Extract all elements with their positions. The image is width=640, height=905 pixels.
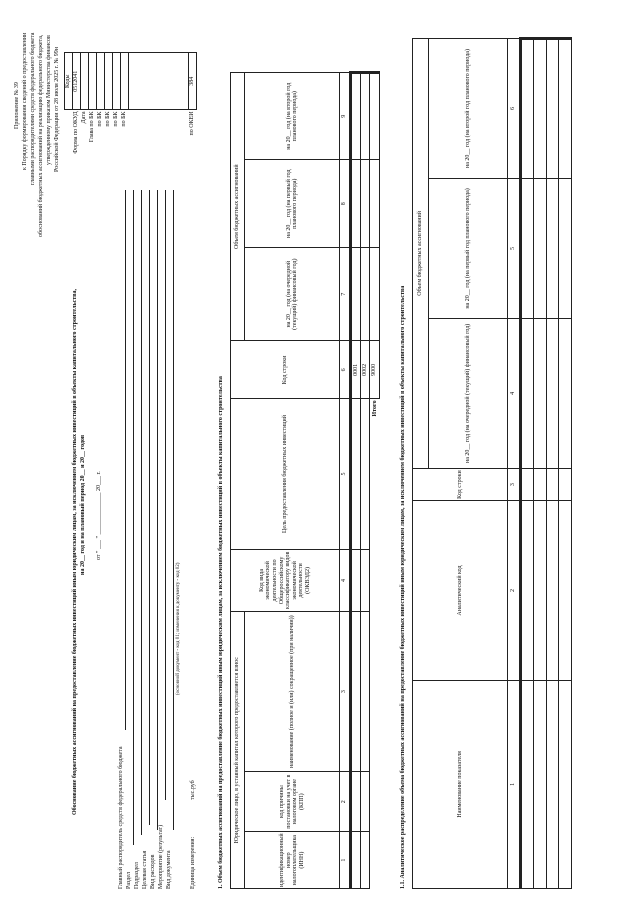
fill-line bbox=[165, 190, 166, 800]
col-num: 5 bbox=[507, 178, 521, 318]
code-value bbox=[121, 53, 129, 110]
table-row bbox=[521, 39, 534, 889]
col-year-current: на 20__ год (на очередной (текущий) финансовый год) bbox=[428, 318, 507, 468]
col-num: 6 bbox=[507, 39, 521, 179]
code-value: 0512041 bbox=[73, 53, 81, 110]
col-inn: идентификационный номер налогоплательщика (ИНН) bbox=[245, 832, 340, 889]
total-label: Итого bbox=[370, 399, 380, 549]
col-analytic-code: Аналитический код bbox=[413, 501, 508, 680]
header-label-measure: Мероприятие (результат) bbox=[158, 824, 164, 889]
col-name: наименование (полное и (или) сокращенное (при наличии)) bbox=[245, 612, 340, 772]
col-year-current: на 20__ год (на очередной (текущий) финансовый год) bbox=[245, 247, 340, 340]
col-row-code: Код строки bbox=[413, 468, 508, 501]
approval-line: Приложение № 39 bbox=[14, 82, 20, 129]
col-row-code: Код строки bbox=[231, 341, 340, 399]
section1-table bbox=[230, 71, 380, 889]
document-date-line: от " ___ " ______________ 20___ г. bbox=[96, 471, 102, 560]
col-num: 9 bbox=[340, 73, 350, 161]
section11-table bbox=[412, 37, 572, 889]
col-num: 3 bbox=[507, 468, 521, 501]
table-row bbox=[360, 73, 370, 889]
code-value bbox=[89, 53, 97, 110]
col-year-plan1: на 20__ год (на первый год планового периода) bbox=[245, 160, 340, 247]
col-okved: Код вида экономической деятельности по Общероссийскому классификатору видов экономической деятельности (ОКВЭД2) bbox=[231, 549, 340, 612]
code-value bbox=[129, 53, 189, 110]
section1-title: 1. Объем бюджетных ассигнований на предоставление бюджетных инвестиций иным юридическим лицам, за исключением бюджетных инвестиций в объекты капитального строительства bbox=[218, 376, 224, 889]
code-label: по ОКЕИ bbox=[189, 111, 196, 136]
codes-table bbox=[64, 52, 197, 180]
code-label: Глава по БК bbox=[89, 111, 96, 143]
total-code: 9000 bbox=[370, 341, 380, 399]
header-label-doctype: Вид документа bbox=[166, 850, 172, 889]
code-value bbox=[97, 53, 105, 110]
approval-line: утвержденному приказом Министерства финансов bbox=[46, 35, 52, 165]
volume-header: Объем бюджетных ассигнований bbox=[413, 39, 429, 469]
code-label: по БК bbox=[105, 111, 112, 127]
document-title: Обоснование бюджетных ассигнований на предоставление бюджетных инвестиций иным юридическим лицам, за исключением бюджетных инвестиций в объекты капитального строительства, bbox=[72, 289, 78, 815]
approval-line: обоснований бюджетных ассигнований на реализацию федерального бюджета, bbox=[38, 34, 44, 237]
code-label: Форма по ОКУД bbox=[73, 111, 80, 154]
unit-value: тыс.руб bbox=[190, 780, 196, 800]
col-num: 2 bbox=[507, 501, 521, 680]
col-num: 4 bbox=[507, 318, 521, 468]
approval-line: Российской Федерации от 28 июля 2025 г. № 99н bbox=[54, 47, 60, 172]
header-label-target: Целевая статья bbox=[142, 850, 148, 889]
fill-line bbox=[133, 190, 134, 845]
col-num: 2 bbox=[340, 772, 350, 832]
volume-header: Объем бюджетных ассигнований bbox=[231, 73, 245, 341]
header-label-gr: Главный распорядитель средств федерального бюджета bbox=[118, 746, 124, 889]
table-row bbox=[534, 39, 547, 889]
code-value bbox=[105, 53, 113, 110]
table-row bbox=[350, 73, 360, 889]
col-num: 8 bbox=[340, 160, 350, 247]
col-num: 6 bbox=[340, 341, 350, 399]
row-code: 0002 bbox=[360, 341, 370, 399]
header-label-section: Раздел bbox=[126, 872, 132, 889]
fill-line bbox=[125, 190, 126, 730]
code-value: 384 bbox=[189, 53, 197, 110]
legal-entity-group-header: Юридическое лицо, в уставный капитал которого предоставляется взнос bbox=[231, 612, 245, 889]
fill-line bbox=[173, 190, 174, 830]
code-label: по БК bbox=[121, 111, 128, 127]
codes-header: Коды bbox=[65, 53, 73, 110]
header-label-subsection: Подраздел bbox=[134, 862, 140, 889]
fill-line bbox=[157, 190, 158, 830]
code-label: по БК bbox=[97, 111, 104, 127]
col-indicator: Наименование показателя bbox=[413, 680, 508, 888]
code-label: по БК bbox=[113, 111, 120, 127]
code-label: Дата bbox=[81, 111, 88, 124]
col-year-plan2: на 20__ год (на второй год планового периода) bbox=[245, 73, 340, 161]
col-year-plan2: на 20__ год (на второй год планового периода) bbox=[428, 39, 507, 179]
col-purpose: Цель предоставления бюджетных инвестиций bbox=[231, 399, 340, 549]
col-kpp: код причины постановки на учет в налоговом органе (КПП) bbox=[245, 772, 340, 832]
code-value bbox=[113, 53, 121, 110]
section11-title: 1.1. Аналитическое распределение объема бюджетных ассигнований на предоставление бюджетных инвестиций иным юридическим лицам, за исключением бюджетных инвестиций в объекты капитального строительства bbox=[400, 285, 406, 889]
col-num: 4 bbox=[340, 549, 350, 612]
fill-line bbox=[149, 190, 150, 825]
doctype-note: (основной документ - код 01; изменения к документу - код 02) bbox=[176, 562, 181, 695]
col-num: 5 bbox=[340, 399, 350, 549]
table-row bbox=[559, 39, 572, 889]
header-label-expense: Вид расходов bbox=[150, 854, 156, 889]
approval-line: к Порядку формирования сведений о предоставлении bbox=[22, 32, 28, 170]
fill-line bbox=[141, 190, 142, 835]
table-row bbox=[546, 39, 559, 889]
document-period: на 20__ год и на плановый период 20__ и 20__ годов bbox=[80, 434, 86, 575]
code-value bbox=[81, 53, 89, 110]
row-code: 0001 bbox=[350, 341, 360, 399]
unit-label: Единица измерения: bbox=[190, 836, 196, 889]
col-num: 3 bbox=[340, 612, 350, 772]
col-num: 7 bbox=[340, 247, 350, 340]
approval-line: главными распорядителями средств федерального бюджета bbox=[30, 32, 36, 185]
code-label bbox=[129, 110, 189, 180]
col-num: 1 bbox=[340, 832, 350, 889]
col-num: 1 bbox=[507, 680, 521, 888]
col-year-plan1: на 20__ год (на первый год планового периода) bbox=[428, 178, 507, 318]
total-row bbox=[370, 73, 380, 889]
